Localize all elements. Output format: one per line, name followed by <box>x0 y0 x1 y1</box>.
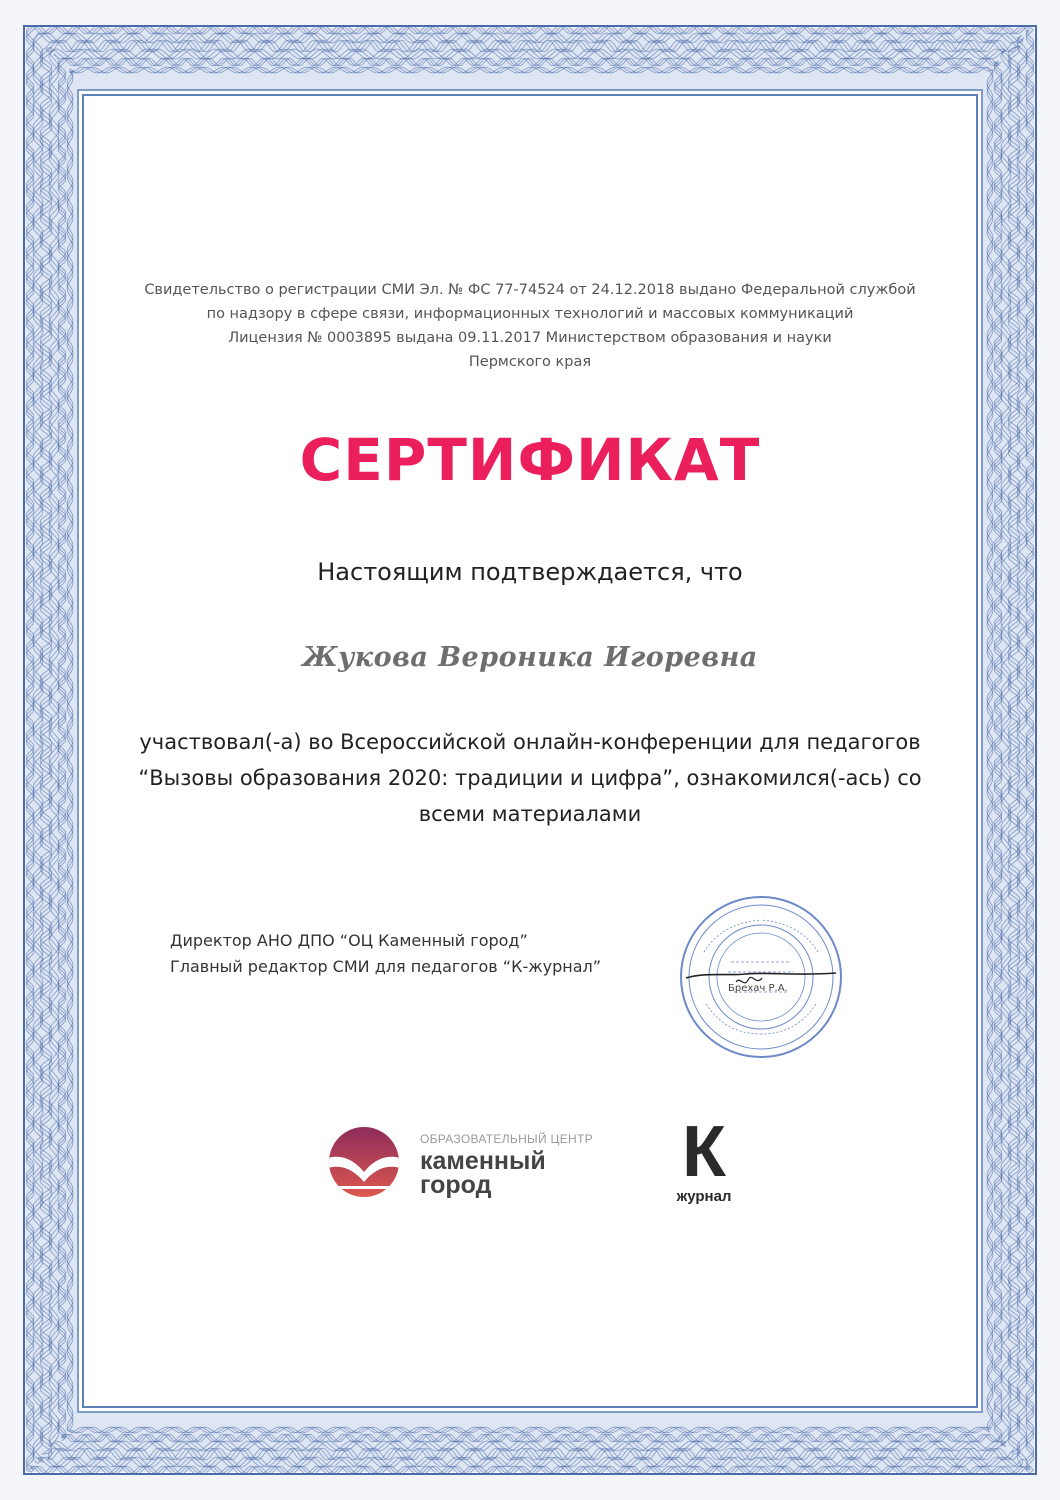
certificate-title: СЕРТИФИКАТ <box>299 426 761 494</box>
kamenny-gorod-logo <box>328 1124 593 1204</box>
kamenny-gorod-logo-icon <box>328 1124 400 1200</box>
registration-line: по надзору в сфере связи, информационных технологий и массовых коммуникаций <box>206 306 854 322</box>
intro-text: Настоящим подтверждается, что <box>317 558 743 586</box>
kamenny-gorod-name-line2: город <box>420 1171 492 1199</box>
k-journal-letter: К <box>682 1112 726 1192</box>
recipient-name: Жукова Вероника Игоревна <box>302 642 758 673</box>
director-block <box>170 928 601 980</box>
registration-line: Пермского края <box>468 354 592 370</box>
director-title: Директор АНО ДПО “ОЦ Каменный город” <box>170 931 528 950</box>
official-stamp <box>676 892 846 1062</box>
signature-stroke <box>686 973 836 978</box>
k-journal-word: журнал <box>676 1188 732 1205</box>
k-journal-logo <box>664 1112 744 1206</box>
registration-line: Свидетельство о регистрации СМИ Эл. № ФС 77-74524 от 24.12.2018 выдано Федеральной службой <box>144 282 916 298</box>
registration-line: Лицензия № 0003895 выдана 09.11.2017 Министерством образования и науки <box>228 330 832 346</box>
registration-notice <box>84 278 976 374</box>
participation-line: участвовал(-а) во Всероссийской онлайн-конференции для педагогов <box>139 730 921 754</box>
participation-line: “Вызовы образования 2020: традиции и цифра”, ознакомился(-ась) со <box>138 766 922 790</box>
editor-title: Главный редактор СМИ для педагогов “К-журнал” <box>170 957 602 976</box>
certificate-sheet <box>84 96 976 1406</box>
participation-text <box>84 724 976 832</box>
stamp-signatory: Брехач Р.А. <box>728 983 788 994</box>
kamenny-gorod-name-line1: каменный <box>420 1147 546 1175</box>
kamenny-gorod-caption: ОБРАЗОВАТЕЛЬНЫЙ ЦЕНТР <box>420 1132 593 1146</box>
participation-line: всеми материалами <box>418 802 642 826</box>
